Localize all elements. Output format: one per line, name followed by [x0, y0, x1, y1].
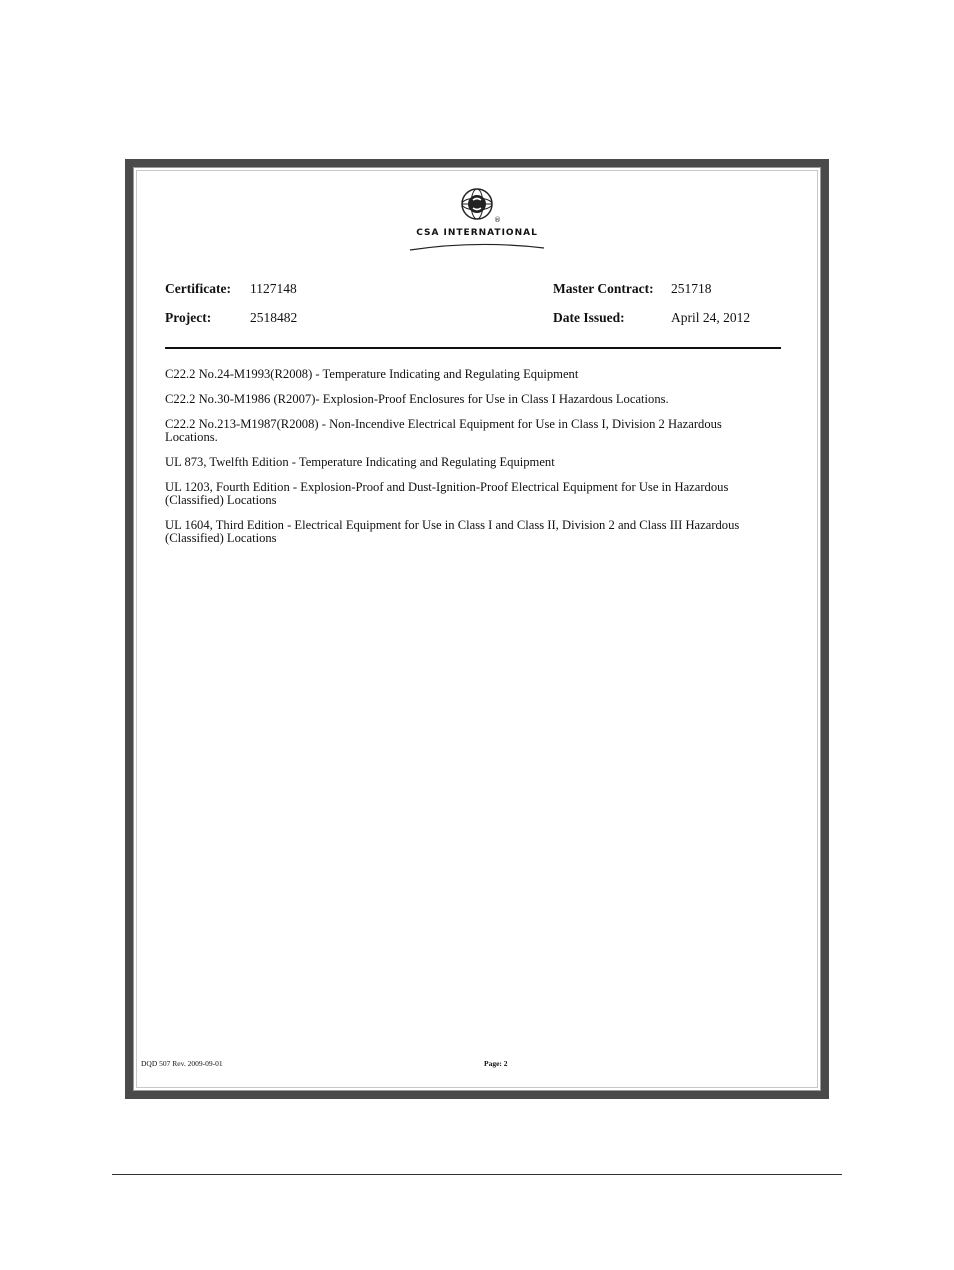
svg-text:®: ®	[494, 216, 501, 224]
master-contract-label: Master Contract:	[553, 281, 654, 296]
list-item: C22.2 No.213-M1987(R2008) - Non-Incendive Electrical Equipment for Use in Class I, Division 2 Hazardous Locations.	[165, 417, 722, 444]
project-label: Project:	[165, 310, 212, 325]
list-item: C22.2 No.30-M1986 (R2007)- Explosion-Proof Enclosures for Use in Class I Hazardous Locations.	[165, 392, 669, 406]
csa-logo	[134, 186, 820, 252]
list-item: C22.2 No.24-M1993(R2008) - Temperature Indicating and Regulating Equipment	[165, 367, 579, 381]
standards-list	[165, 368, 765, 557]
page-bottom-rule	[112, 1174, 842, 1175]
list-item: UL 1604, Third Edition - Electrical Equipment for Use in Class I and Class II, Division 2 and Class III Hazardous (Classified) Locations	[165, 518, 740, 545]
csa-globe-icon	[402, 186, 552, 226]
header-divider	[165, 347, 781, 349]
logo-swoosh	[402, 238, 552, 252]
date-issued-label: Date Issued:	[553, 310, 625, 325]
list-item: UL 873, Twelfth Edition - Temperature Indicating and Regulating Equipment	[165, 455, 555, 469]
certificate-page	[133, 167, 821, 1091]
page-number: Page: 2	[484, 1059, 508, 1068]
certificate-frame	[125, 159, 829, 1099]
project-value: 2518482	[250, 310, 298, 325]
master-contract-value: 251718	[671, 281, 712, 296]
list-item: UL 1203, Fourth Edition - Explosion-Proof and Dust-Ignition-Proof Electrical Equipment for Use in Hazardous (Classified) Locations	[165, 480, 729, 507]
certificate-value: 1127148	[250, 281, 297, 296]
logo-text: CSA INTERNATIONAL	[416, 228, 538, 238]
form-number: DQD 507 Rev. 2009-09-01	[141, 1059, 223, 1068]
certificate-label: Certificate:	[165, 281, 231, 296]
date-issued-value: April 24, 2012	[671, 310, 751, 325]
